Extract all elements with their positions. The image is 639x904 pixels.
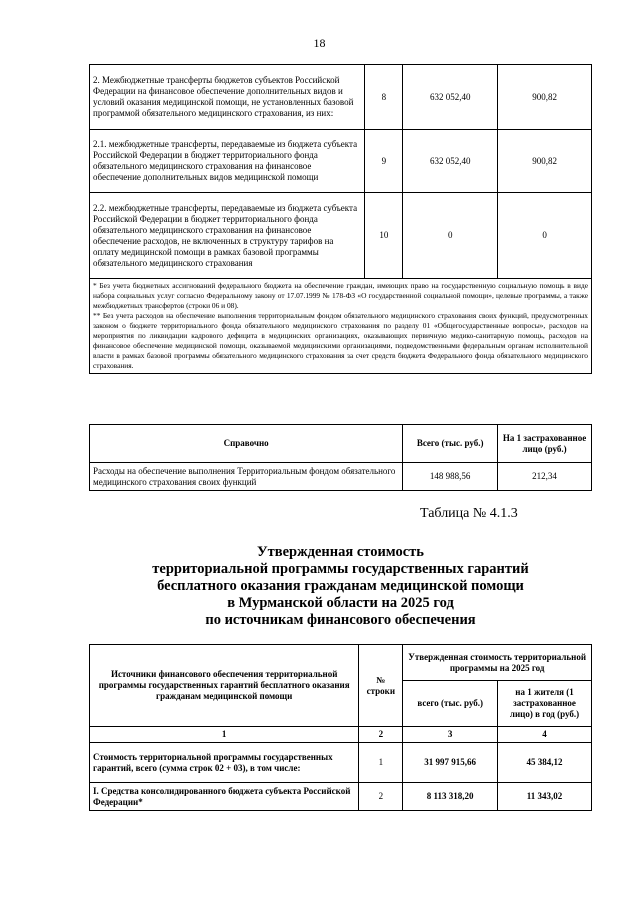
title-line: Утвержденная стоимость xyxy=(257,544,424,560)
title-line: в Мурманской области на 2025 год xyxy=(227,595,454,611)
column-numbers-row xyxy=(90,727,592,743)
title-line: территориальной программы государственных гарантий xyxy=(152,561,529,577)
row-total: 632 052,40 xyxy=(403,65,498,130)
row-name: Стоимость территориальной программы государственных гарантий, всего (сумма строк 02 + 03), в том числе: xyxy=(90,743,359,783)
title-line: по источникам финансового обеспечения xyxy=(205,612,476,628)
row-per-capita: 900,82 xyxy=(498,65,592,130)
header-per-insured: На 1 застрахованное лицо (руб.) xyxy=(498,425,592,463)
footnote-1: * Без учета бюджетных ассигнований федерального бюджета на обеспечение граждан, имеющих право на государственную социальную помощь в виде набора социальных услуг согласно Федеральному закону от 17.07.1999 № 178-ФЗ «О государственной социальной помощи», целевые программы, а также межбюджетных трансфертов (строки 06 и 08). xyxy=(93,281,588,310)
header-line-number: № строки xyxy=(359,645,403,727)
row-total: 8 113 318,20 xyxy=(403,783,498,811)
row-per-resident: 11 343,02 xyxy=(498,783,592,811)
title-line: бесплатного оказания гражданам медицинской помощи xyxy=(157,578,524,594)
row-total: 31 997 915,66 xyxy=(403,743,498,783)
row-total: 148 988,56 xyxy=(403,463,498,491)
column-number: 2 xyxy=(359,727,403,743)
header-source: Источники финансового обеспечения территориальной программы государственных гарантий бесплатного оказания гражданам медицинской помощи xyxy=(90,645,359,727)
footnote-2: ** Без учета расходов на обеспечение выполнения территориальным фондом обязательного медицинского страхования своих функций, предусмотренных законом о бюджете территориального фонда обязательного медицинского страхования по разделу 01 «Общегосударственные вопросы», расходов на мероприятия по ликвидации кадрового дефицита в медицинских организациях, оказывающих первичную медико-санитарную помощь, расходов на финансовое обеспечение медицинской помощи, оказываемой медицинскими организациями, подведомственными федеральным органам исполнительной власти в рамках базовой программы обязательного медицинского страхования за счет средств бюджета Федерального фонда обязательного медицинского страхования. xyxy=(93,311,588,370)
header-per-resident: на 1 жителя (1 застрахованное лицо) в год (руб.) xyxy=(498,681,592,727)
row-total: 632 052,40 xyxy=(403,130,498,193)
table-row xyxy=(90,783,592,811)
table-number-label: Таблица № 4.1.3 xyxy=(420,506,518,521)
document-title xyxy=(89,544,592,629)
table-row xyxy=(90,743,592,783)
row-line: 1 xyxy=(359,743,403,783)
table-header-row xyxy=(90,425,592,463)
header-total: всего (тыс. руб.) xyxy=(403,681,498,727)
row-name: I. Средства консолидированного бюджета субъекта Российской Федерации* xyxy=(90,783,359,811)
footnote-row xyxy=(90,279,592,374)
table-row xyxy=(90,65,592,130)
row-line: 2 xyxy=(359,783,403,811)
row-line: 9 xyxy=(365,130,403,193)
table-row xyxy=(90,130,592,193)
header-approved-cost: Утвержденная стоимость территориальной программы на 2025 год xyxy=(403,645,592,681)
reference-table xyxy=(89,424,592,491)
budget-transfers-table xyxy=(89,64,592,374)
table-row xyxy=(90,463,592,491)
row-name: 2.1. межбюджетные трансферты, передаваемые из бюджета субъекта Российской Федерации в бюджет территориального фонда обязательного медицинского страхования на финансовое обеспечение дополнительных видов медицинской помощи xyxy=(90,130,365,193)
row-per-resident: 45 384,12 xyxy=(498,743,592,783)
column-number: 3 xyxy=(403,727,498,743)
header-total: Всего (тыс. руб.) xyxy=(403,425,498,463)
row-total: 0 xyxy=(403,193,498,279)
row-per-capita: 0 xyxy=(498,193,592,279)
row-name: 2. Межбюджетные трансферты бюджетов субъектов Российской Федерации на финансовое обеспечение дополнительных видов и условий оказания медицинской помощи, не установленных базовой программой обязательного медицинского страхования, из них: xyxy=(90,65,365,130)
row-per-insured: 212,34 xyxy=(498,463,592,491)
table-header-row xyxy=(90,645,592,681)
row-per-capita: 900,82 xyxy=(498,130,592,193)
column-number: 4 xyxy=(498,727,592,743)
row-line: 8 xyxy=(365,65,403,130)
table-row xyxy=(90,193,592,279)
footnotes xyxy=(90,279,592,374)
header-reference: Справочно xyxy=(90,425,403,463)
funding-sources-table xyxy=(89,644,592,811)
column-number: 1 xyxy=(90,727,359,743)
row-name: 2.2. межбюджетные трансферты, передаваемые из бюджета субъекта Российской Федерации в бюджет территориального фонда обязательного медицинского страхования на финансовое обеспечение расходов, не включенных в структуру тарифов на оплату медицинской помощи в рамках базовой программы обязательного медицинского страхования xyxy=(90,193,365,279)
row-name: Расходы на обеспечение выполнения Территориальным фондом обязательного медицинского страхования своих функций xyxy=(90,463,403,491)
page-number: 18 xyxy=(313,36,326,50)
row-line: 10 xyxy=(365,193,403,279)
